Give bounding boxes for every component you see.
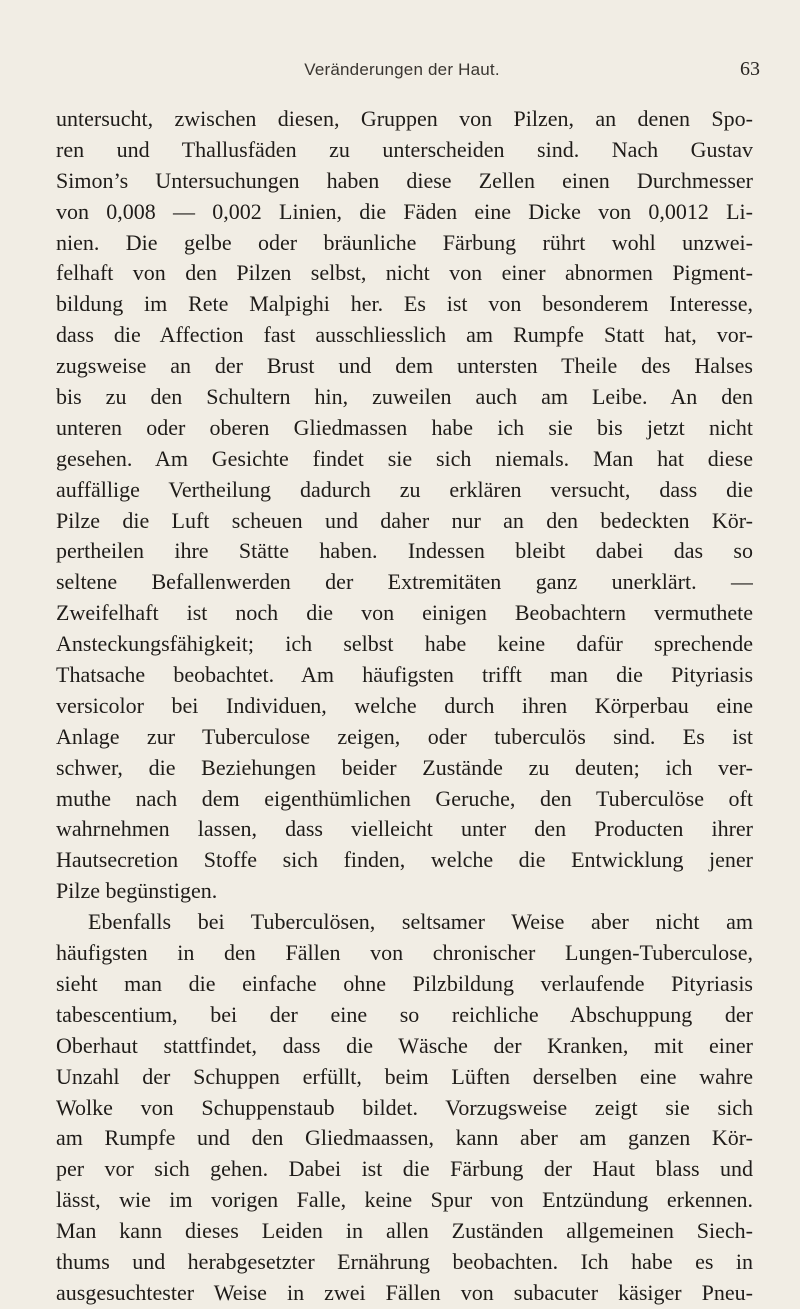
text-line: muthe nach dem eigenthümlichen Geruche, den Tuberculöse oft: [56, 785, 753, 811]
text-line: am Rumpfe und den Gliedmaassen, kann aber am ganzen Kör-: [56, 1125, 753, 1151]
text-line: nien. Die gelbe oder bräunliche Färbung rührt wohl unzwei-: [56, 229, 753, 255]
text-line: ren und Thallusfäden zu unterscheiden sind. Nach Gustav: [56, 136, 753, 162]
paragraph-start-line: Ebenfalls bei Tuberculösen, seltsamer Weise aber nicht am: [88, 909, 753, 935]
text-line: dass die Affection fast ausschliesslich am Rumpfe Statt hat, vor-: [56, 322, 753, 348]
text-line: von 0,008 — 0,002 Linien, die Fäden eine Dicke von 0,0012 Li-: [56, 198, 753, 224]
text-line: zugsweise an der Brust und dem untersten Theile des Halses: [56, 353, 753, 379]
text-line: auffällige Vertheilung dadurch zu erklären versucht, dass die: [56, 476, 753, 502]
text-line: thums und herabgesetzter Ernährung beobachten. Ich habe es in: [56, 1248, 753, 1274]
text-line: bis zu den Schultern hin, zuweilen auch am Leibe. An den: [56, 384, 753, 410]
page-number: 63: [740, 58, 760, 80]
text-line: unteren oder oberen Gliedmassen habe ich sie bis jetzt nicht: [56, 414, 753, 440]
text-line: bildung im Rete Malpighi her. Es ist von besonderem Interesse,: [56, 291, 753, 317]
text-line: seltene Befallenwerden der Extremitäten ganz unerklärt. —: [56, 569, 753, 595]
text-line: Oberhaut stattfindet, dass die Wäsche der Kranken, mit einer: [56, 1032, 753, 1058]
text-line: per vor sich gehen. Dabei ist die Färbung der Haut blass und: [56, 1156, 753, 1182]
text-line: wahrnehmen lassen, dass vielleicht unter den Producten ihrer: [56, 816, 753, 842]
text-line: Pilze die Luft scheuen und daher nur an den bedeckten Kör-: [56, 507, 753, 533]
text-line: Unzahl der Schuppen erfüllt, beim Lüften derselben eine wahre: [56, 1063, 753, 1089]
body-text: [56, 104, 753, 1309]
text-line: sieht man die einfache ohne Pilzbildung verlaufende Pityriasis: [56, 970, 753, 996]
text-line: häufigsten in den Fällen von chronischer Lungen-Tuberculose,: [56, 940, 753, 966]
text-line: Simon’s Untersuchungen haben diese Zellen einen Durchmesser: [56, 167, 753, 193]
text-line: Wolke von Schuppenstaub bildet. Vorzugsweise zeigt sie sich: [56, 1094, 753, 1120]
text-line: versicolor bei Individuen, welche durch ihren Körperbau eine: [56, 692, 753, 718]
text-line: felhaft von den Pilzen selbst, nicht von einer abnormen Pigment-: [56, 260, 753, 286]
text-line: lässt, wie im vorigen Falle, keine Spur von Entzündung erkennen.: [56, 1187, 753, 1213]
text-line: Zweifelhaft ist noch die von einigen Beobachtern vermuthete: [56, 600, 753, 626]
text-line: Ansteckungsfähigkeit; ich selbst habe keine dafür sprechende: [56, 631, 753, 657]
text-line: tabescentium, bei der eine so reichliche Abschuppung der: [56, 1001, 753, 1027]
text-line: Hautsecretion Stoffe sich finden, welche die Entwicklung jener: [56, 847, 753, 873]
text-line: Man kann dieses Leiden in allen Zuständen allgemeinen Siech-: [56, 1218, 753, 1244]
text-line: ausgesuchtester Weise in zwei Fällen von subacuter käsiger Pneu-: [56, 1279, 753, 1305]
header-title: Veränderungen der Haut.: [304, 60, 500, 79]
text-line: gesehen. Am Gesichte findet sie sich niemals. Man hat diese: [56, 445, 753, 471]
text-line: schwer, die Beziehungen beider Zustände zu deuten; ich ver-: [56, 754, 753, 780]
text-line: Thatsache beobachtet. Am häufigsten trifft man die Pityriasis: [56, 662, 753, 688]
running-head: [0, 60, 800, 90]
paragraph-end-line: Pilze begünstigen.: [56, 878, 218, 904]
text-line: pertheilen ihre Stätte haben. Indessen bleibt dabei das so: [56, 538, 753, 564]
text-line: Anlage zur Tuberculose zeigen, oder tuberculös sind. Es ist: [56, 723, 753, 749]
text-line: untersucht, zwischen diesen, Gruppen von Pilzen, an denen Spo-: [56, 106, 753, 131]
